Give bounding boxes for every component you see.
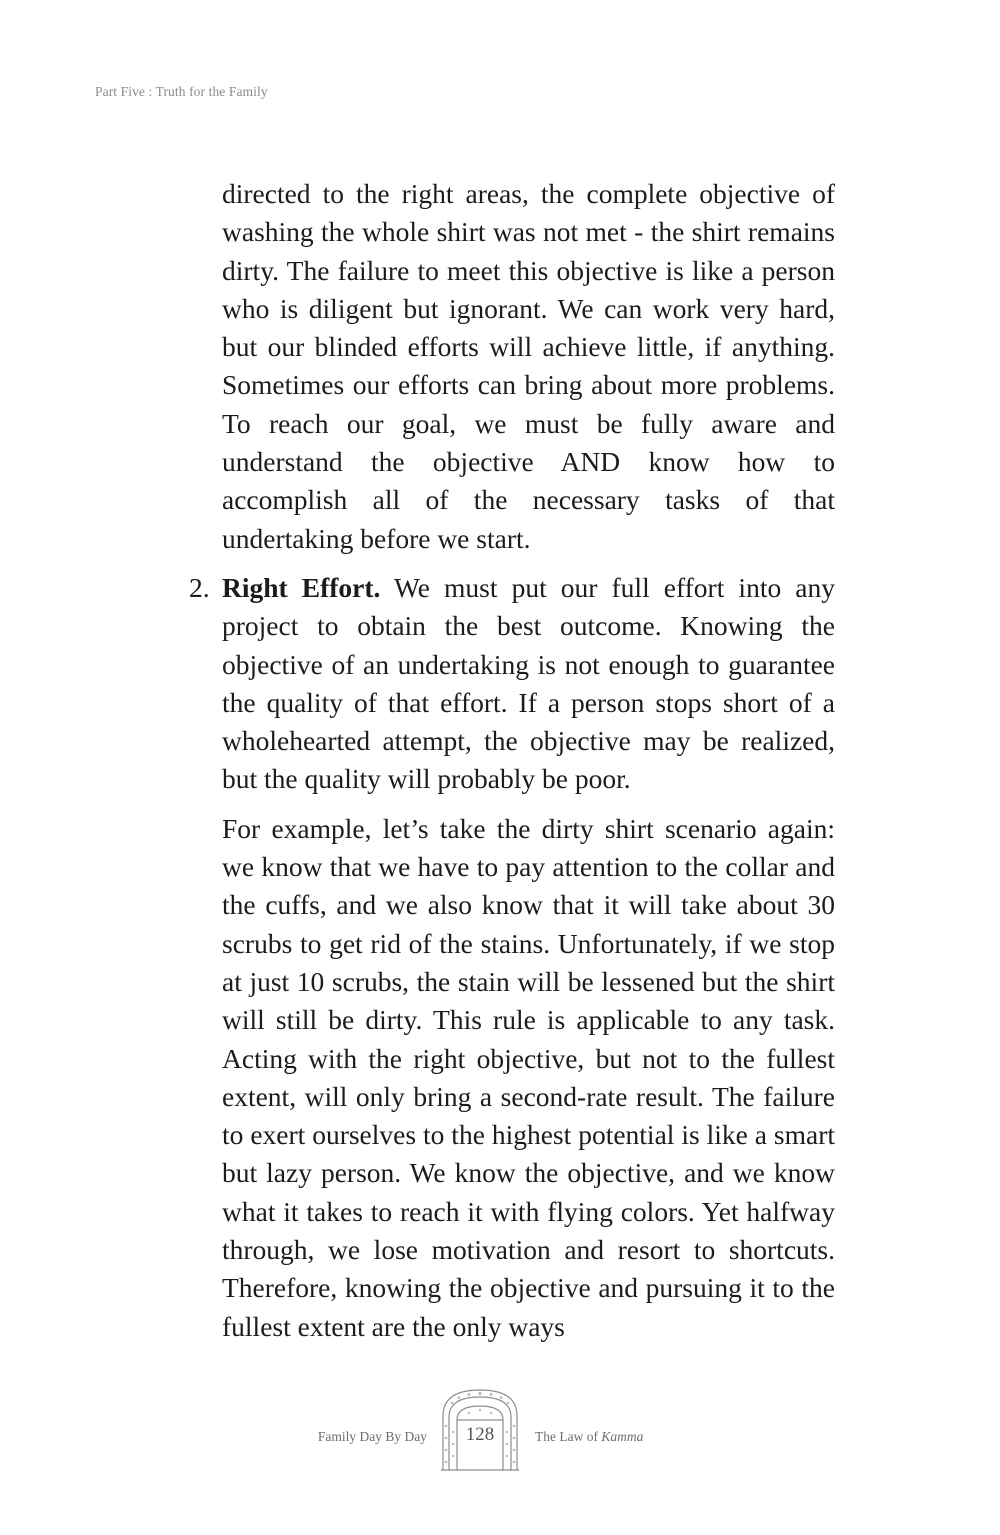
- footer-chapter-title: [535, 1429, 643, 1445]
- list-item-number: 2.: [189, 571, 210, 603]
- list-item-text: We must put our full effort into any project to obtain the best outcome. Knowing the objective of an undertaking is not enough to guarantee the quality of that effort. If a person stops short of a wholehearted attempt, the objective may be realized, but the quality will probably be poor.: [222, 571, 835, 795]
- footer-book-title: Family Day By Day: [317, 1429, 427, 1444]
- continuation-paragraph: directed to the right areas, the complete objective of washing the whole shirt was not met - the shirt remains dirty. The failure to meet this objective is like a person who is diligent but ignorant. We can work very hard, but our blinded efforts will achieve little, if anything. Sometimes our efforts can bring about more problems. To reach our goal, we must be fully aware and understand the objective AND know how to accomplish all of the necessary tasks of that undertaking before we start.: [222, 178, 835, 554]
- running-header: Part Five : Truth for the Family: [95, 84, 268, 99]
- footer-chapter-prefix: The Law of: [535, 1429, 602, 1444]
- list-item-right-effort: [189, 569, 835, 799]
- list-item-term: Right Effort.: [222, 571, 381, 603]
- body-text: [189, 175, 835, 1346]
- page-number: 128: [465, 1424, 495, 1445]
- page-footer: [0, 1386, 1000, 1476]
- footer-chapter-term: Kamma: [601, 1429, 644, 1444]
- example-paragraph: For example, let’s take the dirty shirt scenario again: we know that we have to pay attention to the collar and the cuffs, and we also know that it will take about 30 scrubs to get rid of the stains. Unfortunately, if we stop at just 10 scrubs, the stain will be lessened but the shirt will still be dirty. This rule is applicable to any task. Acting with the right objective, but not to the fullest extent, will only bring a second-rate result. The failure to exert ourselves to the highest potential is like a smart but lazy person. We know the objective, and we know what it takes to reach it with flying colors. Yet halfway through, we lose motivation and resort to shortcuts. Therefore, knowing the objective and pursuing it to the fullest extent are the only ways: [222, 812, 835, 1342]
